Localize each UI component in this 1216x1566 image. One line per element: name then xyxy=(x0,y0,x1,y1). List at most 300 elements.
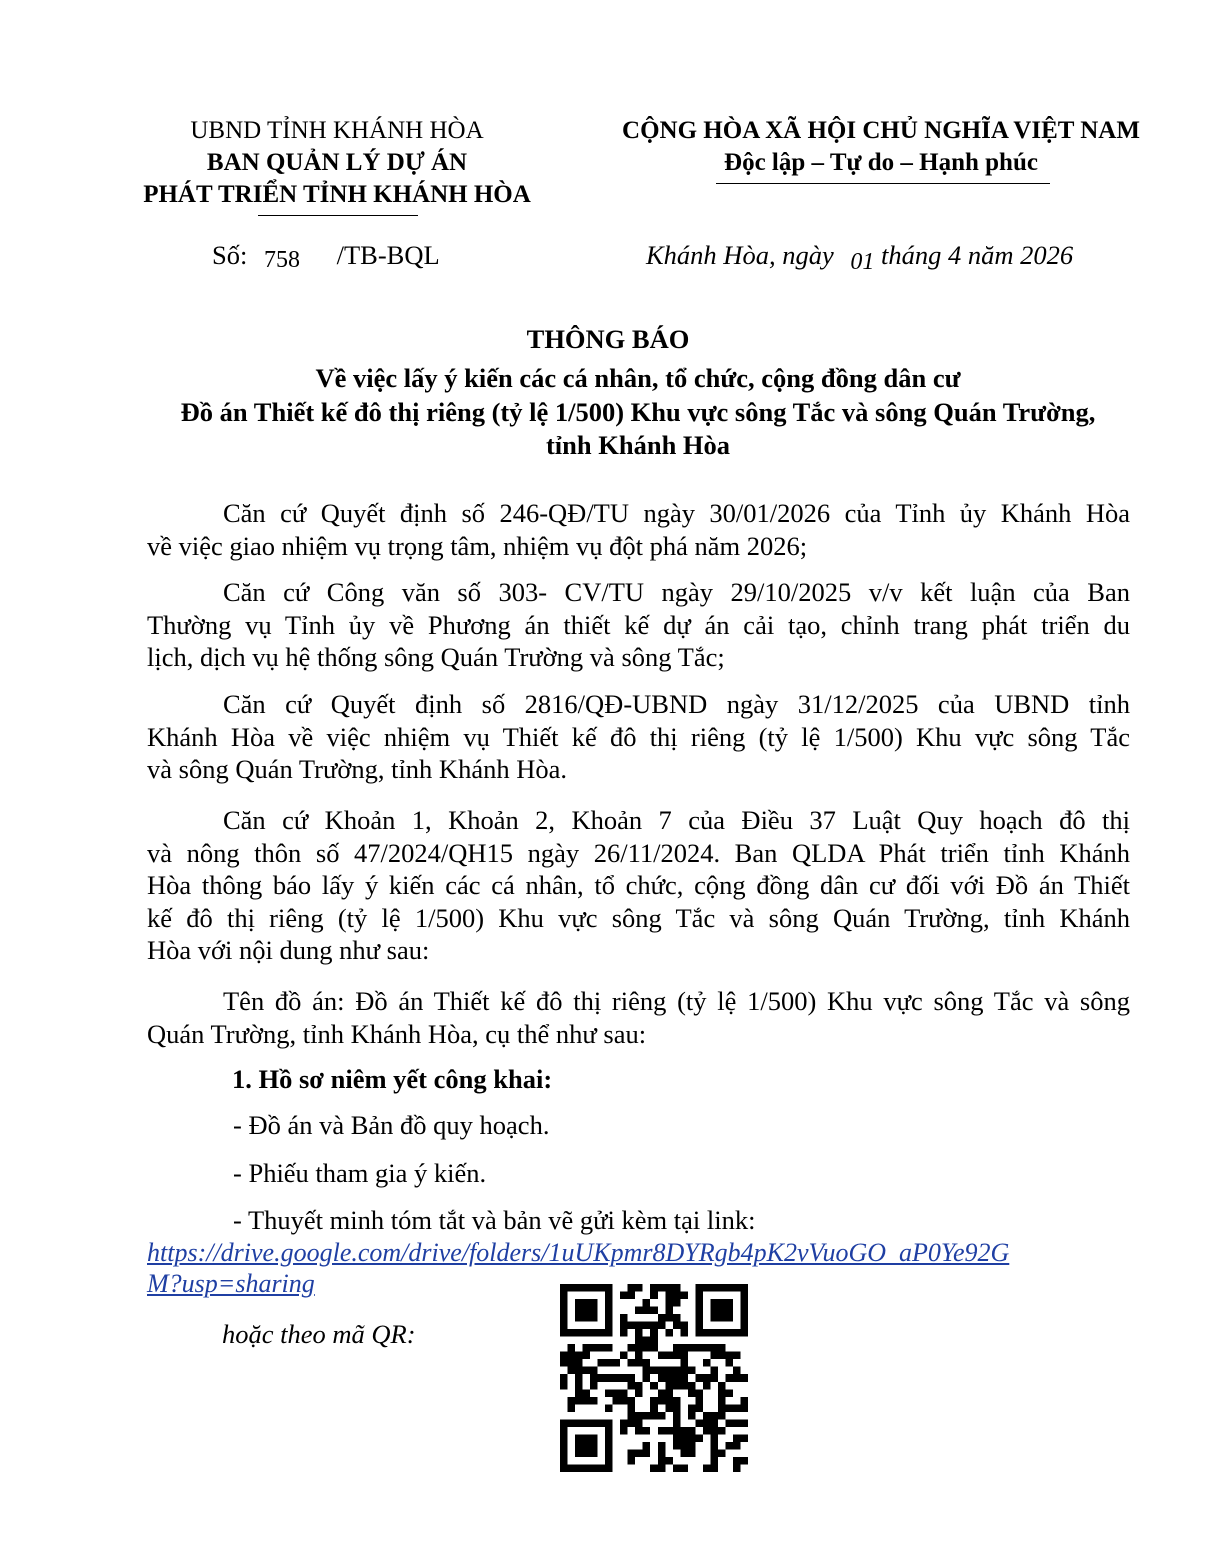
qr-module xyxy=(560,1374,568,1382)
qr-module xyxy=(575,1352,583,1360)
qr-module xyxy=(673,1404,681,1412)
notice-subtitle-1: Về việc lấy ý kiến các cá nhân, tổ chức, cộng đồng dân cư xyxy=(315,363,961,393)
qr-module xyxy=(718,1284,726,1292)
qr-module xyxy=(598,1359,606,1367)
qr-module xyxy=(568,1404,576,1412)
qr-module xyxy=(643,1449,651,1457)
qr-module xyxy=(650,1322,658,1330)
qr-module xyxy=(710,1374,718,1382)
qr-module xyxy=(688,1389,696,1397)
date-suffix: tháng 4 năm 2026 xyxy=(880,240,1074,270)
qr-module xyxy=(590,1344,598,1352)
qr-module xyxy=(673,1434,681,1442)
qr-module xyxy=(605,1419,613,1427)
section-1-item-3: - Thuyết minh tóm tắt và bản vẽ gửi kèm tại link: xyxy=(233,1205,756,1235)
qr-module xyxy=(620,1397,628,1405)
qr-module xyxy=(583,1419,591,1427)
qr-module xyxy=(740,1374,748,1382)
qr-module xyxy=(703,1284,711,1292)
notice-title: THÔNG BÁO xyxy=(526,324,690,354)
document-date xyxy=(646,238,1073,274)
qr-module xyxy=(718,1307,726,1315)
paragraph-2-line: Căn cứ Công văn số 303- CV/TU ngày 29/10/2025 v/v kết luận của Ban xyxy=(223,577,1130,607)
qr-module xyxy=(725,1389,733,1397)
qr-module xyxy=(710,1442,718,1450)
doc-number-value: 758 xyxy=(263,247,300,273)
qr-module xyxy=(680,1434,688,1442)
qr-module xyxy=(740,1397,748,1405)
qr-module xyxy=(575,1374,583,1382)
qr-module xyxy=(695,1397,703,1405)
qr-module xyxy=(673,1419,681,1427)
qr-module xyxy=(680,1427,688,1435)
qr-module xyxy=(725,1314,733,1322)
qr-module xyxy=(635,1419,643,1427)
qr-module xyxy=(703,1464,711,1472)
qr-module xyxy=(650,1284,658,1292)
qr-module xyxy=(680,1367,688,1375)
qr-module xyxy=(710,1419,718,1427)
qr-module xyxy=(740,1284,748,1292)
qr-module xyxy=(643,1344,651,1352)
qr-module xyxy=(673,1442,681,1450)
qr-module xyxy=(635,1427,643,1435)
qr-module xyxy=(635,1337,643,1345)
qr-module xyxy=(703,1382,711,1390)
qr-module xyxy=(725,1404,733,1412)
qr-module xyxy=(628,1382,636,1390)
agency-name-line2: PHÁT TRIỂN TỈNH KHÁNH HÒA xyxy=(143,181,531,208)
qr-module xyxy=(658,1397,666,1405)
qr-module xyxy=(658,1314,666,1322)
qr-module xyxy=(725,1359,733,1367)
qr-module xyxy=(695,1292,703,1300)
qr-module xyxy=(688,1367,696,1375)
qr-module xyxy=(590,1449,598,1457)
qr-module xyxy=(568,1367,576,1375)
qr-module xyxy=(568,1464,576,1472)
qr-module xyxy=(620,1389,628,1397)
section-1-item-2: - Phiếu tham gia ý kiến. xyxy=(233,1158,487,1188)
paragraph-4-line: Căn cứ Khoản 1, Khoản 2, Khoản 7 của Điều 37 Luật Quy hoạch đô thị xyxy=(223,805,1130,835)
qr-module xyxy=(643,1299,651,1307)
qr-module xyxy=(605,1284,613,1292)
qr-module xyxy=(620,1419,628,1427)
qr-module xyxy=(710,1344,718,1352)
qr-module xyxy=(718,1404,726,1412)
drive-link-line-2[interactable]: M?usp=sharing xyxy=(147,1269,315,1298)
paragraph-3 xyxy=(147,688,1130,786)
qr-module xyxy=(673,1344,681,1352)
qr-module xyxy=(560,1382,568,1390)
qr-module xyxy=(680,1464,688,1472)
qr-module xyxy=(590,1374,598,1382)
qr-module xyxy=(628,1457,636,1465)
qr-module xyxy=(583,1434,591,1442)
qr-module xyxy=(635,1322,643,1330)
qr-module xyxy=(583,1464,591,1472)
qr-module xyxy=(605,1464,613,1472)
qr-module xyxy=(695,1419,703,1427)
qr-module xyxy=(673,1412,681,1420)
qr-module xyxy=(605,1322,613,1330)
qr-module xyxy=(560,1329,568,1337)
qr-module xyxy=(710,1412,718,1420)
qr-module xyxy=(650,1382,658,1390)
qr-module xyxy=(568,1419,576,1427)
paragraph-5-line: Tên đồ án: Đồ án Thiết kế đô thị riêng (tỷ lệ 1/500) Khu vực sông Tắc và sông xyxy=(223,986,1130,1016)
qr-module xyxy=(695,1389,703,1397)
qr-module xyxy=(635,1352,643,1360)
qr-module xyxy=(590,1434,598,1442)
qr-module xyxy=(718,1314,726,1322)
qr-module xyxy=(680,1352,688,1360)
qr-module xyxy=(673,1299,681,1307)
qr-module xyxy=(590,1419,598,1427)
qr-module xyxy=(575,1284,583,1292)
qr-module xyxy=(703,1419,711,1427)
drive-link-line-1[interactable]: https://drive.google.com/drive/folders/1uUKpmr8DYRgb4pK2vVuoGO_aP0Ye92G xyxy=(147,1238,1010,1267)
qr-module xyxy=(598,1464,606,1472)
qr-module xyxy=(628,1359,636,1367)
qr-module xyxy=(620,1352,628,1360)
qr-module xyxy=(665,1382,673,1390)
qr-module xyxy=(733,1352,741,1360)
qr-module xyxy=(605,1442,613,1450)
qr-module xyxy=(733,1419,741,1427)
qr-module xyxy=(605,1374,613,1382)
qr-module xyxy=(583,1389,591,1397)
qr-module xyxy=(575,1434,583,1442)
qr-module xyxy=(680,1442,688,1450)
paragraph-2 xyxy=(147,576,1130,674)
qr-module xyxy=(590,1314,598,1322)
qr-module xyxy=(710,1299,718,1307)
paragraph-5 xyxy=(147,985,1130,1050)
qr-module xyxy=(628,1449,636,1457)
paragraph-4-line: và nông thôn số 47/2024/QH15 ngày 26/11/2024. Ban QLDA Phát triển tỉnh Khánh xyxy=(147,837,1130,868)
qr-module xyxy=(620,1427,628,1435)
qr-module xyxy=(583,1449,591,1457)
paragraph-1-line: Căn cứ Quyết định số 246-QĐ/TU ngày 30/01/2026 của Tỉnh ủy Khánh Hòa xyxy=(223,498,1130,528)
qr-module xyxy=(575,1389,583,1397)
qr-module xyxy=(680,1344,688,1352)
qr-module xyxy=(740,1299,748,1307)
qr-module xyxy=(718,1412,726,1420)
qr-module xyxy=(703,1329,711,1337)
qr-module xyxy=(680,1329,688,1337)
qr-module xyxy=(598,1344,606,1352)
qr-module xyxy=(560,1314,568,1322)
qr-module xyxy=(590,1284,598,1292)
qr-module xyxy=(643,1412,651,1420)
qr-module xyxy=(703,1412,711,1420)
qr-module xyxy=(695,1307,703,1315)
qr-module xyxy=(635,1389,643,1397)
qr-module xyxy=(695,1314,703,1322)
notice-subtitle-2: Đồ án Thiết kế đô thị riêng (tỷ lệ 1/500) Khu vực sông Tắc và sông Quán Trường, xyxy=(180,397,1096,427)
national-title: CỘNG HÒA XÃ HỘI CHỦ NGHĨA VIỆT NAM xyxy=(622,117,1140,144)
paragraph-2-line: Thường vụ Tỉnh ủy về Phương án thiết kế dự án cải tạo, chỉnh trang phát triển du xyxy=(147,609,1130,640)
qr-module xyxy=(665,1427,673,1435)
qr-module xyxy=(680,1382,688,1390)
qr-module xyxy=(560,1464,568,1472)
qr-module xyxy=(575,1464,583,1472)
qr-module xyxy=(673,1352,681,1360)
qr-module xyxy=(665,1307,673,1315)
qr-module xyxy=(703,1359,711,1367)
qr-module xyxy=(673,1314,681,1322)
qr-module xyxy=(733,1329,741,1337)
qr-module xyxy=(695,1404,703,1412)
qr-module xyxy=(575,1329,583,1337)
qr-module xyxy=(740,1307,748,1315)
agency-parent: UBND TỈNH KHÁNH HÒA xyxy=(190,117,484,144)
qr-module xyxy=(658,1367,666,1375)
qr-module xyxy=(635,1344,643,1352)
qr-module xyxy=(658,1412,666,1420)
qr-module xyxy=(568,1344,576,1352)
qr-module xyxy=(620,1374,628,1382)
qr-module xyxy=(643,1442,651,1450)
qr-module xyxy=(740,1404,748,1412)
qr-module xyxy=(620,1314,628,1322)
date-day: 01 xyxy=(850,249,875,275)
qr-module xyxy=(688,1449,696,1457)
qr-module xyxy=(635,1359,643,1367)
qr-module xyxy=(598,1329,606,1337)
national-motto: Độc lập – Tự do – Hạnh phúc xyxy=(724,149,1038,176)
doc-number-prefix: Số: xyxy=(212,240,248,270)
qr-module xyxy=(725,1307,733,1315)
qr-module xyxy=(605,1434,613,1442)
qr-module xyxy=(583,1397,591,1405)
qr-module xyxy=(718,1449,726,1457)
qr-module xyxy=(650,1404,658,1412)
qr-module xyxy=(710,1314,718,1322)
qr-module xyxy=(718,1382,726,1390)
qr-module xyxy=(635,1284,643,1292)
qr-module xyxy=(733,1404,741,1412)
qr-module xyxy=(575,1419,583,1427)
qr-module xyxy=(583,1442,591,1450)
qr-module xyxy=(665,1397,673,1405)
qr-module xyxy=(650,1397,658,1405)
qr-module xyxy=(718,1329,726,1337)
qr-module xyxy=(740,1457,748,1465)
qr-module xyxy=(643,1337,651,1345)
qr-module xyxy=(575,1367,583,1375)
qr-module xyxy=(695,1299,703,1307)
qr-module xyxy=(703,1374,711,1382)
qr-module xyxy=(590,1299,598,1307)
qr-module xyxy=(643,1427,651,1435)
qr-module xyxy=(680,1374,688,1382)
qr-module xyxy=(665,1352,673,1360)
qr-module xyxy=(688,1442,696,1450)
qr-module xyxy=(628,1292,636,1300)
paragraph-5-line: Quán Trường, tỉnh Khánh Hòa, cụ thể như sau: xyxy=(147,1018,647,1049)
qr-module xyxy=(673,1427,681,1435)
qr-module xyxy=(673,1397,681,1405)
qr-module xyxy=(620,1292,628,1300)
qr-module xyxy=(590,1397,598,1405)
paragraph-1-line: về việc giao nhiệm vụ trọng tâm, nhiệm vụ đột phá năm 2026; xyxy=(147,530,808,561)
qr-module xyxy=(560,1292,568,1300)
section-1-heading: 1. Hồ sơ niêm yết công khai: xyxy=(232,1064,553,1094)
qr-module xyxy=(665,1292,673,1300)
qr-module xyxy=(740,1329,748,1337)
qr-module xyxy=(613,1374,621,1382)
qr-module xyxy=(665,1374,673,1382)
qr-module xyxy=(658,1427,666,1435)
qr-module xyxy=(650,1307,658,1315)
qr-module xyxy=(598,1284,606,1292)
qr-module xyxy=(560,1419,568,1427)
qr-module xyxy=(695,1344,703,1352)
qr-module xyxy=(650,1337,658,1345)
qr-module xyxy=(590,1307,598,1315)
paragraph-3-line: và sông Quán Trường, tỉnh Khánh Hòa. xyxy=(147,754,567,784)
qr-module xyxy=(568,1352,576,1360)
qr-module xyxy=(703,1427,711,1435)
qr-module xyxy=(725,1442,733,1450)
qr-module xyxy=(710,1284,718,1292)
qr-module xyxy=(703,1344,711,1352)
qr-module xyxy=(688,1434,696,1442)
qr-module xyxy=(650,1344,658,1352)
paragraph-4-line: kế đô thị riêng (tỷ lệ 1/500) Khu vực sông Tắc và sông Quán Trường, tỉnh Khánh xyxy=(147,902,1130,933)
qr-module xyxy=(680,1292,688,1300)
qr-module xyxy=(613,1397,621,1405)
section-1-item-1: - Đồ án và Bản đồ quy hoạch. xyxy=(233,1110,550,1140)
qr-module xyxy=(590,1367,598,1375)
qr-module xyxy=(628,1412,636,1420)
qr-module xyxy=(590,1382,598,1390)
qr-module xyxy=(560,1457,568,1465)
qr-module xyxy=(605,1389,613,1397)
qr-module xyxy=(718,1389,726,1397)
qr-module xyxy=(575,1442,583,1450)
qr-module xyxy=(658,1464,666,1472)
qr-module xyxy=(740,1419,748,1427)
qr-module xyxy=(635,1329,643,1337)
qr-module xyxy=(710,1464,718,1472)
qr-module xyxy=(650,1464,658,1472)
qr-module xyxy=(628,1419,636,1427)
qr-module xyxy=(710,1367,718,1375)
qr-module xyxy=(590,1442,598,1450)
qr-module xyxy=(733,1434,741,1442)
qr-module xyxy=(658,1284,666,1292)
qr-module xyxy=(710,1434,718,1442)
qr-module xyxy=(583,1314,591,1322)
qr-module xyxy=(635,1449,643,1457)
qr-module xyxy=(688,1427,696,1435)
qr-module xyxy=(568,1284,576,1292)
agency-name-line1: BAN QUẢN LÝ DỰ ÁN xyxy=(206,149,468,176)
qr-module xyxy=(583,1344,591,1352)
qr-module xyxy=(718,1427,726,1435)
qr-module xyxy=(583,1329,591,1337)
qr-module xyxy=(650,1367,658,1375)
qr-module xyxy=(628,1374,636,1382)
qr-module xyxy=(605,1329,613,1337)
qr-module xyxy=(628,1344,636,1352)
qr-module xyxy=(590,1464,598,1472)
qr-module xyxy=(710,1352,718,1360)
qr-module xyxy=(718,1299,726,1307)
qr-module xyxy=(635,1412,643,1420)
qr-code-icon[interactable] xyxy=(560,1284,748,1472)
qr-module xyxy=(658,1322,666,1330)
qr-module xyxy=(568,1397,576,1405)
qr-module xyxy=(605,1299,613,1307)
qr-module xyxy=(620,1329,628,1337)
qr-module xyxy=(605,1404,613,1412)
qr-module xyxy=(658,1442,666,1450)
qr-module xyxy=(643,1322,651,1330)
qr-module xyxy=(710,1307,718,1315)
qr-module xyxy=(613,1389,621,1397)
qr-module xyxy=(740,1322,748,1330)
paragraph-3-line: Khánh Hòa về việc nhiệm vụ Thiết kế đô thị riêng (tỷ lệ 1/500) Khu vực sông Tắc xyxy=(147,721,1130,752)
qr-module xyxy=(605,1449,613,1457)
paragraph-4-line: Hòa thông báo lấy ý kiến các cá nhân, tổ chức, cộng đồng dân cư đối với Đồ án Thiết xyxy=(147,870,1130,900)
qr-module xyxy=(658,1457,666,1465)
qr-module xyxy=(710,1457,718,1465)
qr-module xyxy=(695,1284,703,1292)
qr-module xyxy=(583,1299,591,1307)
qr-module xyxy=(560,1307,568,1315)
qr-module xyxy=(605,1344,613,1352)
qr-module xyxy=(560,1359,568,1367)
qr-module xyxy=(725,1284,733,1292)
qr-module xyxy=(628,1284,636,1292)
qr-module xyxy=(605,1427,613,1435)
qr-module xyxy=(575,1449,583,1457)
qr-module xyxy=(718,1344,726,1352)
doc-number-suffix: /TB-BQL xyxy=(336,240,440,270)
qr-module xyxy=(740,1314,748,1322)
qr-module xyxy=(658,1389,666,1397)
qr-module xyxy=(583,1307,591,1315)
qr-module xyxy=(560,1449,568,1457)
qr-module xyxy=(643,1307,651,1315)
qr-module xyxy=(695,1434,703,1442)
qr-label: hoặc theo mã QR: xyxy=(222,1319,416,1349)
qr-module xyxy=(725,1374,733,1382)
qr-module xyxy=(733,1284,741,1292)
qr-module xyxy=(688,1412,696,1420)
paragraph-3-line: Căn cứ Quyết định số 2816/QĐ-UBND ngày 31/12/2025 của UBND tỉnh xyxy=(223,689,1130,719)
qr-module xyxy=(680,1322,688,1330)
agency-underline xyxy=(258,215,418,216)
qr-module xyxy=(725,1299,733,1307)
qr-module xyxy=(710,1427,718,1435)
qr-module xyxy=(658,1449,666,1457)
qr-module xyxy=(620,1322,628,1330)
qr-module xyxy=(605,1359,613,1367)
qr-module xyxy=(665,1284,673,1292)
qr-module xyxy=(650,1412,658,1420)
qr-module xyxy=(560,1322,568,1330)
qr-module xyxy=(605,1457,613,1465)
qr-module xyxy=(650,1329,658,1337)
qr-module xyxy=(575,1397,583,1405)
qr-module xyxy=(665,1314,673,1322)
qr-module xyxy=(680,1449,688,1457)
